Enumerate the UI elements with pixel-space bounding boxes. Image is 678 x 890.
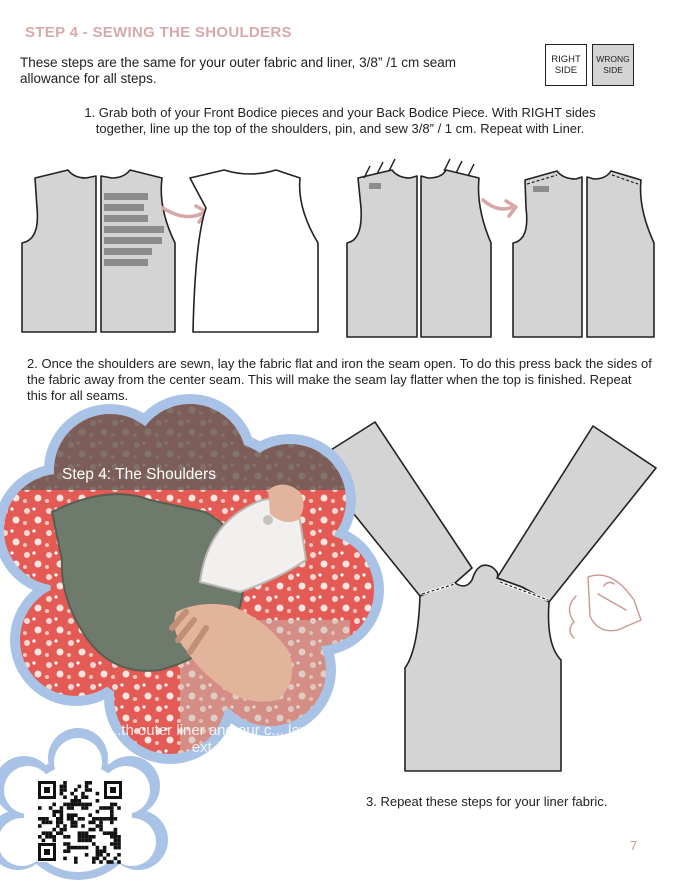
- qr-code-icon[interactable]: [37, 780, 123, 864]
- legend-right-label: RIGHT SIDE: [551, 54, 581, 76]
- iron-icon: [569, 575, 641, 638]
- step-1-text: 1. Grab both of your Front Bodice pieces and your Back Bodice Piece. With RIGHT sides together, line up the top of the shoulders, pin, and sew 3/8” / 1 cm. Repeat with Liner.: [84, 105, 596, 136]
- step-2-text: 2. Once the shoulders are sewn, lay the fabric flat and iron the seam open. To do this press back the sides of the fabric away from the center seam. This will make the seam lay flatter when the top is finished. Repeat this for all seams.: [27, 356, 652, 403]
- step-3-text: 3. Repeat these steps for your liner fabric.: [366, 794, 608, 809]
- back-bodice: [190, 170, 318, 332]
- photo-overlay-text: ...th outer liner and our c... lay ext...: [108, 722, 308, 756]
- legend-wrong-label: WRONG SIDE: [596, 54, 630, 75]
- intro-text: These steps are the same for your outer fabric and liner, 3/8” /1 cm seam allowance for all steps.: [20, 55, 456, 86]
- page-number: 7: [630, 838, 638, 853]
- photo-caption: Step 4: The Shoulders: [62, 466, 216, 483]
- page-title: STEP 4 - SEWING THE SHOULDERS: [25, 24, 292, 41]
- pinned-bodice: [347, 170, 491, 337]
- front-bodice-left: [22, 170, 96, 332]
- sewn-bodice: [513, 171, 654, 337]
- front-bodice-pair: [22, 170, 175, 332]
- arrow-1-icon: [163, 208, 203, 217]
